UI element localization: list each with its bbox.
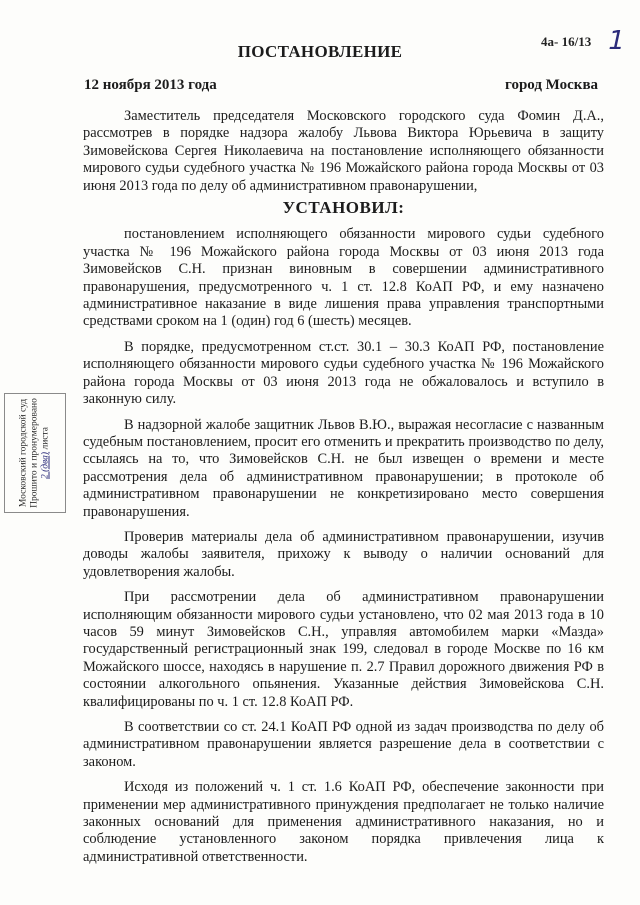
stamp-handwritten-count: 2 (два) bbox=[40, 451, 51, 479]
binding-stamp bbox=[4, 393, 66, 513]
body-paragraph: В порядке, предусмотренном ст.ст. 30.1 – 30.3 КоАП РФ, постановление исполняющего обязанности мирового судьи судебного участка № 196 Можайского района города Москвы от 03 июня 2013 года не обжаловалось и вступило в законную силу. bbox=[83, 338, 604, 408]
body-paragraph: При рассмотрении дела об административном правонарушении исполняющим обязанности мирового судьи установлено, что 02 мая 2013 года в 10 часов 59 минут Зимовейсков С.Н., управляя автомобилем марки «Мазда» государственный регистрационный знак 199, следовал в городе Москве по 16 км Можайского шоссе, находясь в нарушение п. 2.7 Правил дорожного движения РФ в состоянии алкогольного опьянения. Указанные действия Зимовейскова С.Н. квалифицированы по ч. 1 ст. 12.8 КоАП РФ. bbox=[83, 589, 604, 710]
document-city: город Москва bbox=[505, 77, 599, 93]
section-heading: УСТАНОВИЛ: bbox=[282, 198, 405, 218]
stamp-sheets-label: листа bbox=[40, 427, 51, 450]
document-date: 12 ноября 2013 года bbox=[84, 77, 217, 93]
document-title: ПОСТАНОВЛЕНИЕ bbox=[237, 42, 403, 61]
stamp-text bbox=[19, 394, 52, 512]
stamp-bound-note: Прошито и пронумеровано bbox=[29, 398, 40, 508]
stamp-court-name: Московский городской суд bbox=[18, 398, 29, 508]
body-paragraph: Проверив материалы дела об административном правонарушении, изучив доводы жалобы заявителя, прихожу к выводу о наличии оснований для удовлетворения жалобы. bbox=[83, 528, 604, 580]
body-paragraph: Исходя из положений ч. 1 ст. 1.6 КоАП РФ, обеспечение законности при применении мер административного принуждения предполагает не только наличие законных оснований для применения административного наказания, но и соблюдение установленного законом порядка привлечения лица к административной ответственности. bbox=[83, 779, 604, 865]
handwritten-page-number: 1 bbox=[604, 26, 628, 56]
body-paragraph: постановлением исполняющего обязанности мирового судьи судебного участка № 196 Можайского района города Москвы от 03 июня 2013 года Зимовейсков С.Н. признан виновным в совершении административного правонарушения, предусмотренного ч. 1 ст. 12.8 КоАП РФ, и ему назначено административное наказание в виде лишения права управления транспортными средствами сроком на 1 (один) год 6 (шесть) месяцев. bbox=[83, 226, 604, 330]
body-paragraph: В соответствии со ст. 24.1 КоАП РФ одной из задач производства по делу об административном правонарушении является разрешение дела в соответствии с законом. bbox=[83, 719, 604, 770]
stamp-sheet-count bbox=[41, 394, 52, 512]
body-paragraph: В надзорной жалобе защитник Львов В.Ю., выражая несогласие с названным судебным постановлением, просит его отменить и прекратить производство по делу, ссылаясь на то, что Зимовейсков С.Н. не был извещен о времени и месте рассмотрения дела об административном правонарушении; в протоколе об административном правонарушении не конкретизировано место совершения правонарушения. bbox=[83, 416, 604, 520]
intro-paragraph: Заместитель председателя Московского городского суда Фомин Д.А., рассмотрев в порядке надзора жалобу Львова Виктора Юрьевича в защиту Зимовейскова Сергея Николаевича на постановление исполняющего обязанности мирового судьи судебного участка № 196 Можайского района города Москвы от 03 июня 2013 года по делу об административном правонарушении, bbox=[83, 108, 604, 194]
case-number: 4а- 16/13 bbox=[541, 34, 592, 49]
document-body bbox=[83, 108, 604, 874]
